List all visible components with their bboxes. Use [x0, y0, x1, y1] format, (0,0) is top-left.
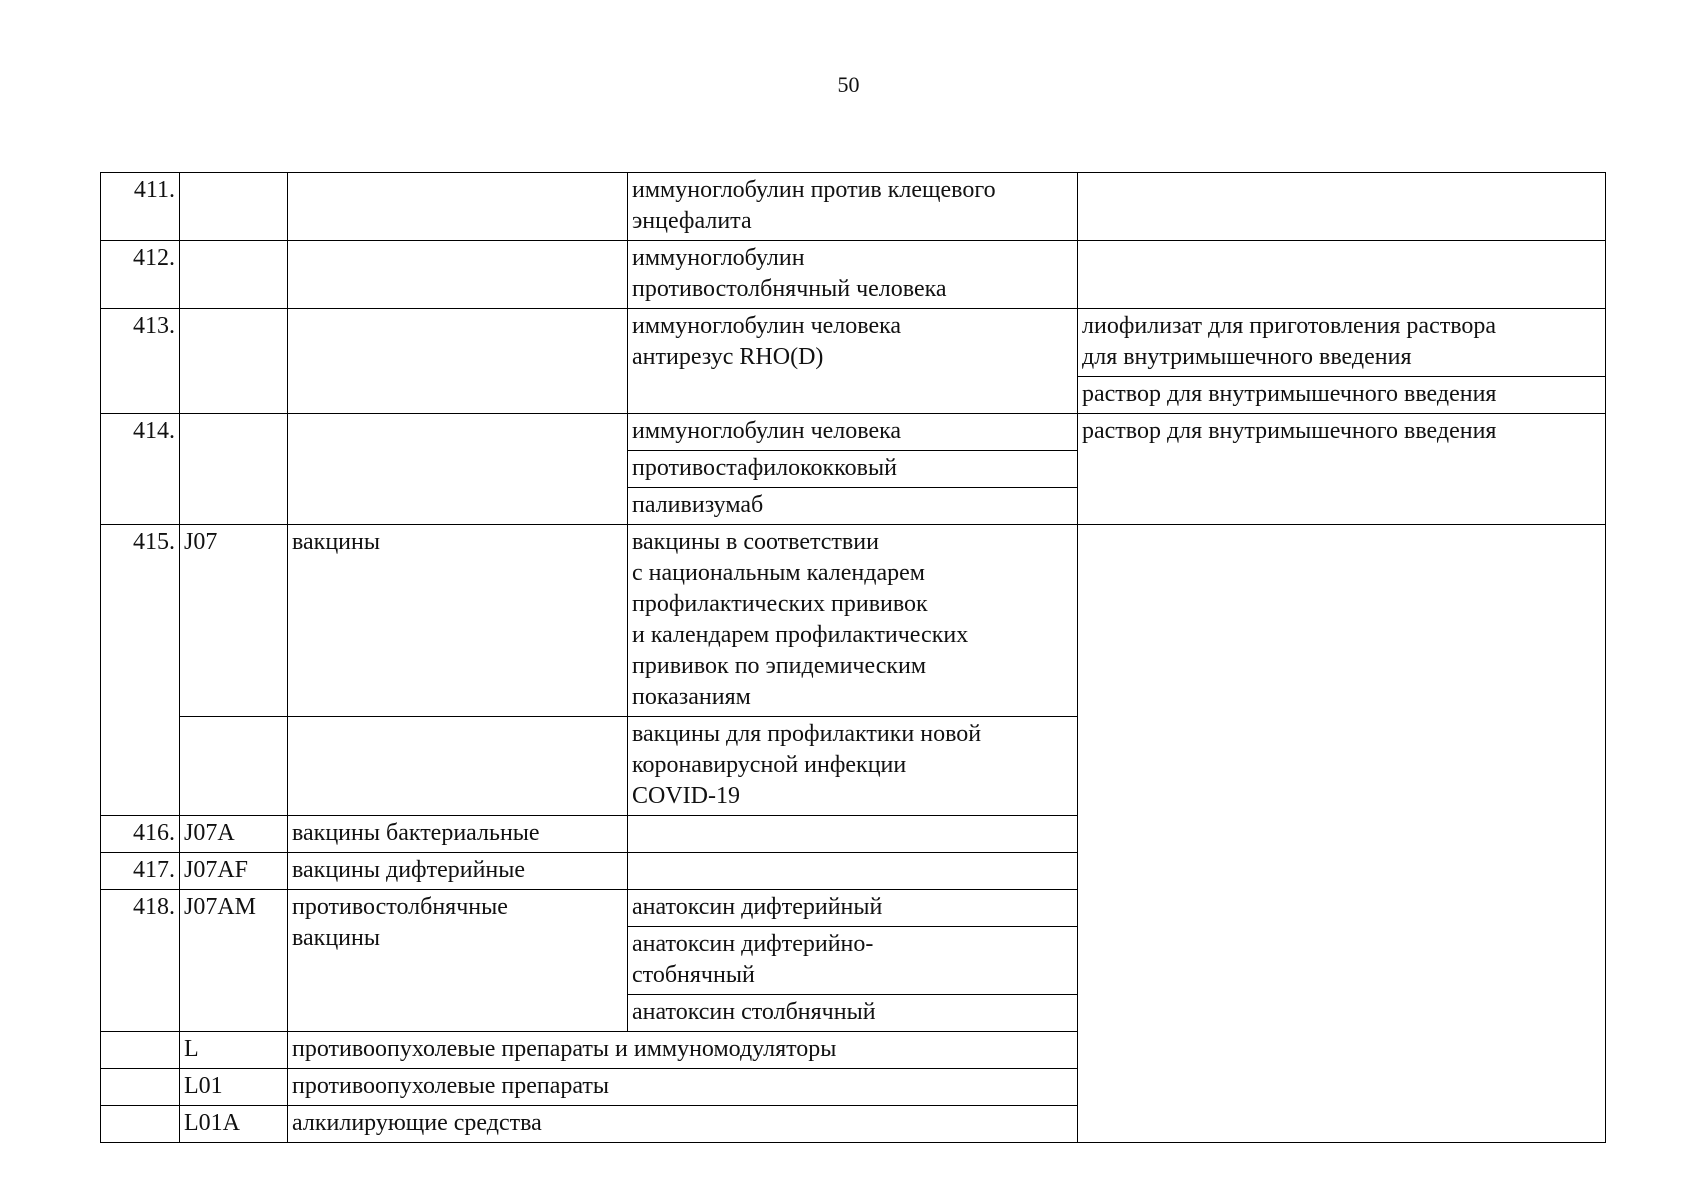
drug-name: анатоксин дифтерийно- стобнячный: [628, 927, 1078, 995]
drug-name: противостафилококковый: [628, 451, 1078, 488]
table-row: [101, 173, 1606, 241]
drug-name: анатоксин столбнячный: [628, 995, 1078, 1032]
row-number: [101, 1106, 180, 1143]
drug-name: иммуноглобулин противостолбнячный человека: [628, 241, 1078, 309]
atc-name: противостолбнячные вакцины: [288, 890, 628, 1032]
table-row: [101, 241, 1606, 309]
drug-name: [628, 853, 1078, 890]
atc-name: противоопухолевые препараты и иммуномодуляторы: [288, 1032, 1606, 1069]
atc-code: [180, 717, 288, 816]
dosage-form: [1078, 173, 1606, 241]
row-number: 414.: [101, 414, 180, 525]
row-number: 412.: [101, 241, 180, 309]
table-row: [101, 1069, 1606, 1106]
atc-code: J07: [180, 525, 288, 717]
row-number: 415.: [101, 525, 180, 816]
atc-code: J07A: [180, 816, 288, 853]
table-row: [101, 525, 1606, 717]
table-row: [101, 1106, 1606, 1143]
atc-name: алкилирующие средства: [288, 1106, 1606, 1143]
row-number: 411.: [101, 173, 180, 241]
table-row: [101, 1032, 1606, 1069]
row-number: 418.: [101, 890, 180, 1032]
page-number: 50: [837, 72, 860, 97]
drug-name: [628, 816, 1078, 853]
atc-code: [180, 414, 288, 525]
drug-name: иммуноглобулин человека антирезус RHO(D): [628, 309, 1078, 414]
row-number: [101, 1032, 180, 1069]
dosage-form: лиофилизат для приготовления раствора для внутримышечного введения: [1078, 309, 1606, 377]
atc-code: [180, 241, 288, 309]
table-row: [101, 414, 1606, 451]
atc-code: [180, 309, 288, 414]
dosage-form: раствор для внутримышечного введения: [1078, 377, 1606, 414]
atc-name: [288, 414, 628, 525]
row-number: [101, 1069, 180, 1106]
drug-name: вакцины в соответствии с национальным календарем профилактических прививок и календарем профилактических прививок по эпидемическим показаниям: [628, 525, 1078, 717]
atc-code: J07AF: [180, 853, 288, 890]
atc-code: [180, 173, 288, 241]
row-number: 417.: [101, 853, 180, 890]
drug-name: вакцины для профилактики новой коронавирусной инфекции COVID-19: [628, 717, 1078, 816]
atc-name: [288, 717, 628, 816]
atc-name: [288, 241, 628, 309]
atc-name: [288, 173, 628, 241]
atc-name: [288, 309, 628, 414]
drug-name: паливизумаб: [628, 488, 1078, 525]
drug-name: анатоксин дифтерийный: [628, 890, 1078, 927]
dosage-form: [1078, 241, 1606, 309]
drug-name: иммуноглобулин человека: [628, 414, 1078, 451]
drug-table: [100, 172, 1606, 1143]
atc-name: вакцины бактериальные: [288, 816, 628, 853]
atc-name: вакцины: [288, 525, 628, 717]
atc-code: J07AM: [180, 890, 288, 1032]
atc-code: L01A: [180, 1106, 288, 1143]
atc-code: L: [180, 1032, 288, 1069]
row-number: 413.: [101, 309, 180, 414]
table-row: [101, 309, 1606, 377]
row-number: 416.: [101, 816, 180, 853]
atc-name: противоопухолевые препараты: [288, 1069, 1606, 1106]
atc-name: вакцины дифтерийные: [288, 853, 628, 890]
atc-code: L01: [180, 1069, 288, 1106]
dosage-form: раствор для внутримышечного введения: [1078, 414, 1606, 525]
drug-name: иммуноглобулин против клещевого энцефалита: [628, 173, 1078, 241]
